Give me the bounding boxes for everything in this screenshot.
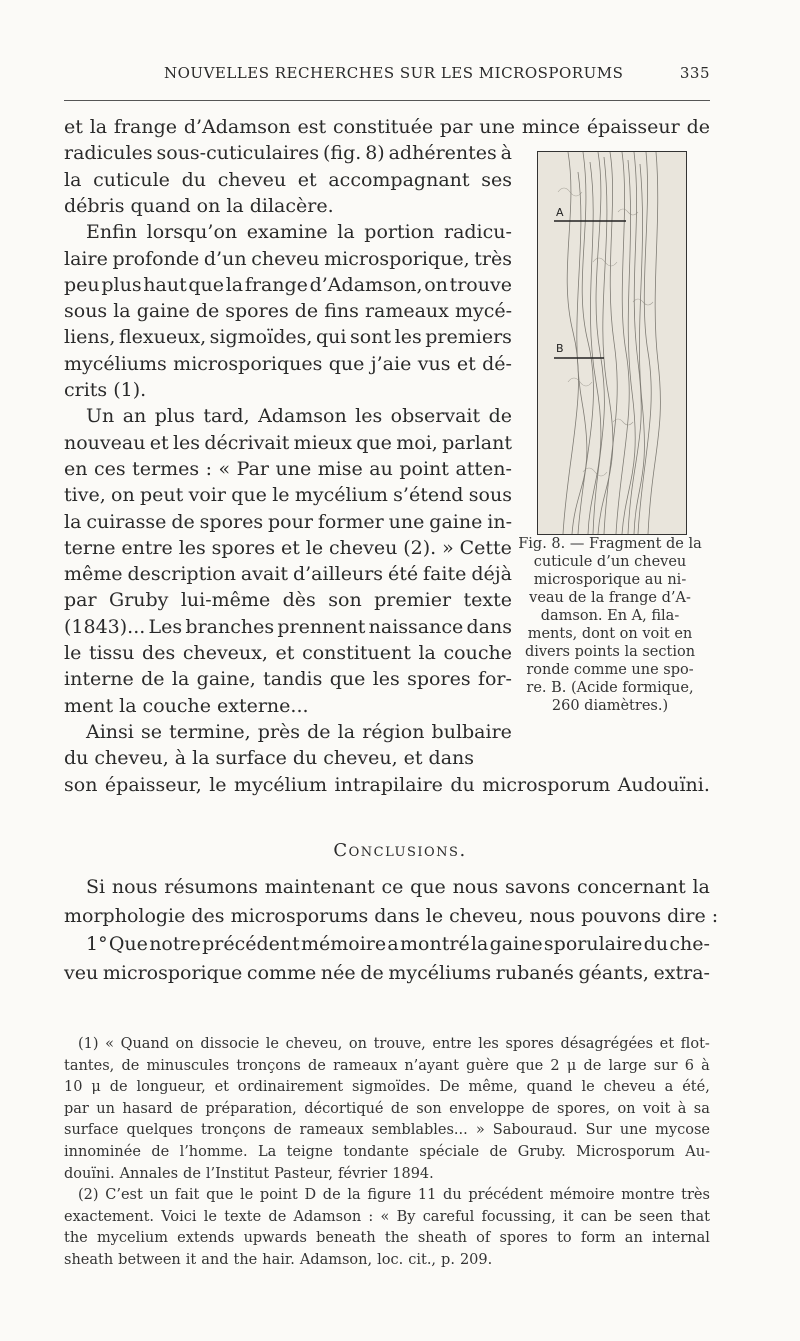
- text-line: la cuticule du cheveu et accompagnant ses: [64, 168, 512, 191]
- text-line: Un an plus tard, Adamson les observait de: [86, 405, 512, 428]
- text-line: tive, on peut voir que le mycélium s’étend sous: [64, 484, 512, 507]
- text-line: laire profonde d’un cheveu microsporique, très: [64, 247, 512, 270]
- text-line: ment la couche externe...: [64, 694, 309, 717]
- footnote-line: innominée de l’homme. La teigne tondante spéciale de Gruby. Microsporum Au-: [64, 1144, 710, 1160]
- text-line: terne entre les spores et le cheveu (2). » Cette: [64, 536, 512, 559]
- hair-cuticle-drawing: [538, 152, 686, 534]
- footnote-line: surface quelques tronçons de rameaux semblables... » Sabouraud. Sur une mycose: [64, 1122, 710, 1139]
- caption-line: ronde comme une spo-: [526, 662, 694, 678]
- caption-line: damson. En A, fila-: [540, 608, 680, 624]
- caption-line: 260 diamètres.): [551, 698, 669, 714]
- figure-caption: [510, 535, 710, 715]
- text-line: nouveau et les décrivait mieux que moi, parlant: [64, 431, 512, 454]
- text-line: veu microsporique comme née de mycéliums rubanés géants, extra-: [64, 961, 710, 984]
- text-line: débris quand on la dilacère.: [64, 194, 334, 217]
- footnote-line: (2) C’est un fait que le point D de la figure 11 du précédent mémoire montre très: [78, 1187, 710, 1204]
- text-line: peu plus haut que la frange d’Adamson, on trouve: [64, 273, 512, 296]
- header-rule: [64, 100, 710, 101]
- running-title: NOUVELLES RECHERCHES SUR LES MICROSPORUMS: [164, 64, 624, 82]
- caption-line: re. B. (Acide formique,: [526, 680, 694, 696]
- text-line: son épaisseur, le mycélium intrapilaire du microsporum Audouïni.: [64, 773, 710, 796]
- text-line: et la frange d’Adamson est constituée par une mince épaisseur de: [64, 116, 710, 138]
- footnote-line: par un hasard de préparation, décortiqué de son enveloppe de spores, on voit à sa: [64, 1100, 710, 1117]
- text-line: Si nous résumons maintenant ce que nous savons concernant la: [86, 876, 710, 898]
- text-line: radicules sous-cuticulaires (fig. 8) adhérentes à: [64, 142, 512, 165]
- text-line: du cheveu, à la surface du cheveu, et dans: [64, 747, 475, 770]
- text-line: interne de la gaine, tandis que les spores for-: [64, 668, 512, 691]
- footnote-line: (1) « Quand on dissocie le cheveu, on trouve, entre les spores désagrégées et flot-: [78, 1036, 710, 1052]
- footnote-line: douïni. Annales de l’Institut Pasteur, février 1894.: [64, 1165, 434, 1182]
- caption-line: microsporique au ni-: [533, 572, 687, 588]
- text-line: Enfin lorsqu’on examine la portion radicu-: [86, 221, 512, 244]
- caption-line: cuticule d’un cheveu: [533, 554, 687, 570]
- text-line: 1° Que notre précédent mémoire a montré la gaine sporulaire du che-: [86, 933, 710, 955]
- text-line: mycéliums microsporiques que j’aie vus et dé-: [64, 352, 512, 375]
- figure-label-a: A: [556, 206, 564, 219]
- footnote-line: 10 μ de longueur, et ordinairement sigmoïdes. De même, quand le cheveu a été,: [64, 1079, 710, 1096]
- section-title: Conclusions.: [333, 840, 467, 861]
- text-line: le tissu des cheveux, et constituent la couche: [64, 642, 512, 664]
- footnote-line: exactement. Voici le texte de Adamson : « By careful focussing, it can be seen that: [64, 1208, 710, 1225]
- text-line: en ces termes : « Par une mise au point atten-: [64, 457, 512, 480]
- caption-line: Fig. 8. — Fragment de la: [518, 536, 702, 552]
- text-line: Ainsi se termine, près de la région bulbaire: [86, 720, 512, 743]
- text-line: par Gruby lui-même dès son premier texte: [64, 589, 512, 612]
- text-line: liens, flexueux, sigmoïdes, qui sont les premiers: [64, 326, 512, 349]
- text-line: crits (1).: [64, 379, 147, 401]
- footnote-line: the mycelium extends upwards beneath the sheath of spores to form an internal: [64, 1230, 710, 1247]
- text-line: la cuirasse de spores pour former une gaine in-: [64, 510, 512, 533]
- caption-line: divers points la section: [524, 644, 696, 660]
- text-line: sous la gaine de spores de fins rameaux mycé-: [64, 300, 512, 323]
- text-line: même description avait d’ailleurs été faite déjà: [64, 563, 512, 586]
- footnote-line: tantes, de minuscules tronçons de rameaux n’ayant guère que 2 μ de large sur 6 à: [64, 1057, 710, 1074]
- caption-line: ments, dont on voit en: [527, 626, 693, 642]
- text-line: (1843)... Les branches prennent naissance dans: [64, 615, 512, 638]
- figure-8-illustration: [537, 151, 687, 535]
- text-line: morphologie des microsporums dans le cheveu, nous pouvons dire :: [64, 904, 719, 927]
- page-number: 335: [679, 64, 710, 82]
- footnote-line: sheath between it and the hair. Adamson, loc. cit., p. 209.: [64, 1252, 493, 1268]
- figure-label-b: B: [556, 342, 564, 355]
- caption-line: veau de la frange d’A-: [529, 590, 691, 606]
- running-header: [64, 64, 710, 92]
